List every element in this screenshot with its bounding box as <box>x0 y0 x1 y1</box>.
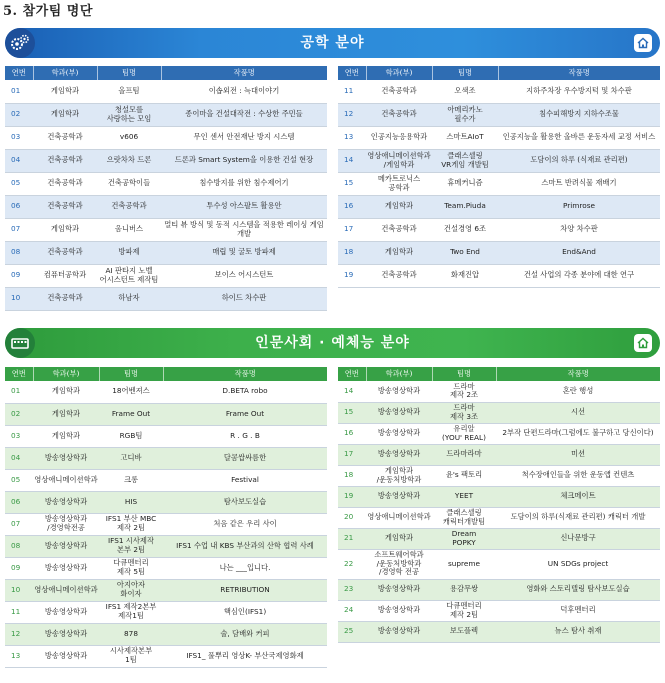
table-row <box>5 103 327 126</box>
work-title: 지하주차장 우수방지턱 및 차수판 <box>498 80 660 103</box>
work-title: 2부작 단편드라마(그럼에도 불구하고 당신이다) <box>496 423 660 444</box>
team-name: 클래스셀링 VR게임 개발팀 <box>432 149 498 172</box>
row-number: 14 <box>338 149 366 172</box>
department: 게임학과 <box>33 80 97 103</box>
table-row <box>5 218 327 241</box>
team-name: 878 <box>99 623 163 645</box>
work-title: Frame Out <box>163 403 327 425</box>
team-name: 휴메커니즘 <box>432 172 498 195</box>
department: 메카트로닉스 공학과 <box>366 172 432 195</box>
work-title: 탐사보도실습 <box>163 491 327 513</box>
department: 방송영상학과 <box>33 535 99 557</box>
column-header-department: 학과(부) <box>366 66 432 80</box>
team-name: v606 <box>97 126 161 149</box>
row-number: 01 <box>5 381 33 403</box>
row-number: 10 <box>5 579 33 601</box>
table-row <box>338 195 660 218</box>
team-name: 건축공학과 <box>97 195 161 218</box>
work-title: 스마트 반려식물 재배기 <box>498 172 660 195</box>
row-number: 22 <box>338 549 366 579</box>
table-row <box>338 218 660 241</box>
column-header-department: 학과(부) <box>33 66 97 80</box>
row-number: 21 <box>338 528 366 549</box>
table-row <box>5 513 327 535</box>
table-row <box>338 149 660 172</box>
table-row <box>338 423 660 444</box>
table-row <box>338 264 660 287</box>
team-name: 다큐멘터리 제작 5팀 <box>99 557 163 579</box>
department: 방송영상학과 <box>366 444 432 465</box>
work-title: 도담이의 하루(식재료 관리편) 캐릭터 개발 <box>496 507 660 528</box>
team-name: IFS1 제작2본부 제작1팀 <box>99 601 163 623</box>
table-row <box>338 579 660 600</box>
work-title: 핵심인(IFS1) <box>163 601 327 623</box>
department: 영상애니메이션학과 <box>33 469 99 491</box>
department: 게임학과 <box>33 403 99 425</box>
table-row <box>5 264 327 287</box>
team-name: YEET <box>432 486 496 507</box>
work-title: 척수장애인들을 위한 운동앱 컨텐츠 <box>496 465 660 486</box>
column-header-team-name: 팀명 <box>432 367 496 381</box>
department: 게임학과 <box>33 425 99 447</box>
team-name: 건설경영 6조 <box>432 218 498 241</box>
table-header-row <box>5 367 327 381</box>
work-title: 무인 센서 안전재난 방지 시스템 <box>161 126 327 149</box>
team-name: 화재진압 <box>432 264 498 287</box>
team-name: AI 판타지 노벨 어시스턴트 제작팀 <box>97 264 161 287</box>
work-title: IFS1_ 풀뿌리 영상K- 부산국제영화제 <box>163 645 327 667</box>
work-title: 건설 사업의 각종 분야에 대한 연구 <box>498 264 660 287</box>
row-number: 11 <box>5 601 33 623</box>
team-name: 드라마라마 <box>432 444 496 465</box>
table-header-row <box>5 66 327 80</box>
engineering-table-right <box>338 66 660 288</box>
team-name: 청설모를 사랑하는 모임 <box>97 103 161 126</box>
row-number: 08 <box>5 535 33 557</box>
work-title: 영화와 스토리텔링 탐사보도실습 <box>496 579 660 600</box>
row-number: 15 <box>338 402 366 423</box>
row-number: 16 <box>338 195 366 218</box>
work-title: 차양 차수판 <box>498 218 660 241</box>
column-header-work-title: 작품명 <box>163 367 327 381</box>
work-title: 나는 ___입니다. <box>163 557 327 579</box>
work-title: Festival <box>163 469 327 491</box>
work-title: 보이스 어시스턴트 <box>161 264 327 287</box>
table-row <box>338 444 660 465</box>
work-title: 처음 같은 우리 사이 <box>163 513 327 535</box>
team-name: 18어벤져스 <box>99 381 163 403</box>
table-row <box>338 486 660 507</box>
table-row <box>338 528 660 549</box>
table-row <box>5 425 327 447</box>
table-row <box>5 491 327 513</box>
department: 방송영상학과 <box>366 402 432 423</box>
team-name: Two End <box>432 241 498 264</box>
table-row <box>338 621 660 642</box>
department: 방송영상학과 <box>366 423 432 444</box>
table-row <box>5 535 327 557</box>
table-row <box>338 80 660 103</box>
table-row <box>5 149 327 172</box>
work-title: 종이마을 건설대작전 : 수상한 주민들 <box>161 103 327 126</box>
column-header-row-number: 연번 <box>5 367 33 381</box>
table-header-row <box>338 66 660 80</box>
team-name: HIS <box>99 491 163 513</box>
team-name: RGB팀 <box>99 425 163 447</box>
table-row <box>5 601 327 623</box>
table-row <box>338 126 660 149</box>
row-number: 24 <box>338 600 366 621</box>
engineering-banner <box>5 28 660 58</box>
department: 소프트웨어학과 /운동처방학과 /경영학 전공 <box>366 549 432 579</box>
department: 방송영상학과 <box>366 381 432 402</box>
column-header-work-title: 작품명 <box>496 367 660 381</box>
row-number: 07 <box>5 513 33 535</box>
department: 게임학과 /운동처방학과 <box>366 465 432 486</box>
work-title: 투수성 아스팔트 활용안 <box>161 195 327 218</box>
department: 방송영상학과 <box>366 600 432 621</box>
table-header-row <box>338 367 660 381</box>
work-title: 미션 <box>496 444 660 465</box>
row-number: 18 <box>338 465 366 486</box>
team-name: 아지아자 화이자 <box>99 579 163 601</box>
work-title: 침수피해방지 지하수조물 <box>498 103 660 126</box>
department: 방송영상학과 <box>33 557 99 579</box>
row-number: 04 <box>5 149 33 172</box>
department: 건축공학과 <box>33 287 97 310</box>
work-title: 인공지능을 활용한 올바른 운동자세 교정 서비스 <box>498 126 660 149</box>
team-name: Dream POPKY <box>432 528 496 549</box>
table-row <box>338 465 660 486</box>
department: 건축공학과 <box>33 195 97 218</box>
row-number: 23 <box>338 579 366 600</box>
row-number: 12 <box>338 103 366 126</box>
table-row <box>338 241 660 264</box>
work-title: 신나문방구 <box>496 528 660 549</box>
column-header-department: 학과(부) <box>366 367 432 381</box>
team-name: 고디바 <box>99 447 163 469</box>
work-title: R . G . B <box>163 425 327 447</box>
work-title: 매립 및 굴토 방파제 <box>161 241 327 264</box>
work-title: 체크메이트 <box>496 486 660 507</box>
department: 게임학과 <box>33 381 99 403</box>
department: 게임학과 <box>33 103 97 126</box>
row-number: 06 <box>5 491 33 513</box>
work-title: RETRIBUTION <box>163 579 327 601</box>
team-name: 유리알 (YOU' REAL) <box>432 423 496 444</box>
table-row <box>5 403 327 425</box>
team-name: 클래스셀링 캐릭터개발팀 <box>432 507 496 528</box>
row-number: 01 <box>5 80 33 103</box>
department: 건축공학과 <box>33 149 97 172</box>
row-number: 09 <box>5 264 33 287</box>
department: 건축공학과 <box>33 241 97 264</box>
team-name: IFS1 시사제작 본부 2팀 <box>99 535 163 557</box>
work-title: 덕후멘터리 <box>496 600 660 621</box>
team-name: 용감무쌍 <box>432 579 496 600</box>
humanities-table-left <box>5 367 327 668</box>
work-title: 시선 <box>496 402 660 423</box>
team-name: 보도플렉 <box>432 621 496 642</box>
row-number: 25 <box>338 621 366 642</box>
column-header-work-title: 작품명 <box>161 66 327 80</box>
work-title: D.BETA robo <box>163 381 327 403</box>
row-number: 10 <box>5 287 33 310</box>
row-number: 05 <box>5 469 33 491</box>
home-icon[interactable] <box>634 334 652 352</box>
table-row <box>338 172 660 195</box>
row-number: 20 <box>338 507 366 528</box>
team-name: 윤's 팩토리 <box>432 465 496 486</box>
row-number: 07 <box>5 218 33 241</box>
department: 컴퓨터공학과 <box>33 264 97 287</box>
row-number: 15 <box>338 172 366 195</box>
humanities-table-right <box>338 367 660 643</box>
team-name: 스마트AIoT <box>432 126 498 149</box>
department: 영상애니메이션학과 /게임학과 <box>366 149 432 172</box>
department: 인공지능응용학과 <box>366 126 432 149</box>
team-name: 시사제작본부 1팀 <box>99 645 163 667</box>
department: 방송영상학과 <box>33 447 99 469</box>
department: 건축공학과 <box>33 126 97 149</box>
row-number: 09 <box>5 557 33 579</box>
row-number: 03 <box>5 126 33 149</box>
table-row <box>5 447 327 469</box>
department: 건축공학과 <box>33 172 97 195</box>
page-title: 5. 참가팀 명단 <box>3 4 93 19</box>
team-name: IFS1 부산 MBC 제작 2팀 <box>99 513 163 535</box>
team-name: 다큐멘터리 제작 2팀 <box>432 600 496 621</box>
team-name: 옴니버스 <box>97 218 161 241</box>
row-number: 16 <box>338 423 366 444</box>
row-number: 02 <box>5 403 33 425</box>
row-number: 19 <box>338 264 366 287</box>
column-header-row-number: 연번 <box>338 367 366 381</box>
work-title: 술, 담배와 커피 <box>163 623 327 645</box>
work-title: 멀티 뷰 방식 및 동적 시스템을 적용한 레이싱 게임 개발 <box>161 218 327 241</box>
row-number: 11 <box>338 80 366 103</box>
row-number: 05 <box>5 172 33 195</box>
column-header-department: 학과(부) <box>33 367 99 381</box>
row-number: 12 <box>5 623 33 645</box>
row-number: 06 <box>5 195 33 218</box>
team-name: 아메리카노 필수가 <box>432 103 498 126</box>
humanities-banner <box>5 328 660 358</box>
work-title: 달콤쌉싸름한 <box>163 447 327 469</box>
table-row <box>5 381 327 403</box>
table-row <box>5 126 327 149</box>
department: 건축공학과 <box>366 264 432 287</box>
work-title: 뉴스 탐사 취재 <box>496 621 660 642</box>
row-number: 13 <box>338 126 366 149</box>
department: 게임학과 <box>366 528 432 549</box>
row-number: 08 <box>5 241 33 264</box>
team-name: 으랏차차 드론 <box>97 149 161 172</box>
work-title: 침수방지를 위한 침수제어기 <box>161 172 327 195</box>
work-title: 이솝외전 : 늑대이야기 <box>161 80 327 103</box>
team-name: 방파제 <box>97 241 161 264</box>
row-number: 14 <box>338 381 366 402</box>
table-row <box>5 623 327 645</box>
department: 방송영상학과 <box>366 486 432 507</box>
department: 방송영상학과 <box>33 623 99 645</box>
department: 방송영상학과 <box>33 491 99 513</box>
work-title: 혼란 행성 <box>496 381 660 402</box>
team-name: 드라마 제작 3조 <box>432 402 496 423</box>
team-name: 드라마 제작 2조 <box>432 381 496 402</box>
table-row <box>338 103 660 126</box>
work-title: Primrose <box>498 195 660 218</box>
department: 방송영상학과 <box>366 579 432 600</box>
team-name: 크롱 <box>99 469 163 491</box>
work-title: IFS1 수업 내 KBS 부산과의 산학 협력 사례 <box>163 535 327 557</box>
department: 건축공학과 <box>366 80 432 103</box>
table-row <box>5 469 327 491</box>
table-row <box>5 287 327 310</box>
humanities-title: 인문사회 · 예체능 분야 <box>255 335 410 351</box>
department: 방송영상학과 <box>366 621 432 642</box>
column-header-team-name: 팀명 <box>99 367 163 381</box>
work-title: 하이드 차수판 <box>161 287 327 310</box>
row-number: 19 <box>338 486 366 507</box>
column-header-work-title: 작품명 <box>498 66 660 80</box>
table-row <box>5 195 327 218</box>
team-name: 하남자 <box>97 287 161 310</box>
team-name: Frame Out <box>99 403 163 425</box>
row-number: 02 <box>5 103 33 126</box>
team-name: 오색조 <box>432 80 498 103</box>
team-name: 건축공학이들 <box>97 172 161 195</box>
engineering-table-left <box>5 66 327 311</box>
department: 게임학과 <box>33 218 97 241</box>
table-row <box>338 600 660 621</box>
work-title: UN SDGs project <box>496 549 660 579</box>
table-row <box>5 579 327 601</box>
column-header-row-number: 연번 <box>5 66 33 80</box>
column-header-team-name: 팀명 <box>432 66 498 80</box>
department: 방송영상학과 /경영학전공 <box>33 513 99 535</box>
department: 게임학과 <box>366 195 432 218</box>
table-row <box>5 241 327 264</box>
department: 게임학과 <box>366 241 432 264</box>
table-row <box>338 402 660 423</box>
table-row <box>5 80 327 103</box>
row-number: 04 <box>5 447 33 469</box>
department: 방송영상학과 <box>33 645 99 667</box>
work-title: 드론과 Smart System을 이용한 건설 현장 <box>161 149 327 172</box>
column-header-row-number: 연번 <box>338 66 366 80</box>
department: 건축공학과 <box>366 103 432 126</box>
table-row <box>5 645 327 667</box>
department: 건축공학과 <box>366 218 432 241</box>
table-row <box>338 381 660 402</box>
row-number: 03 <box>5 425 33 447</box>
table-row <box>5 172 327 195</box>
table-row <box>338 507 660 528</box>
department: 영상애니메이션학과 <box>366 507 432 528</box>
column-header-team-name: 팀명 <box>97 66 161 80</box>
row-number: 17 <box>338 218 366 241</box>
work-title: 도담이의 하루 (식재료 관리편) <box>498 149 660 172</box>
department: 영상애니메이션학과 <box>33 579 99 601</box>
department: 방송영상학과 <box>33 601 99 623</box>
table-row <box>338 549 660 579</box>
home-icon[interactable] <box>634 34 652 52</box>
team-name: Team.Piuda <box>432 195 498 218</box>
row-number: 17 <box>338 444 366 465</box>
work-title: End&And <box>498 241 660 264</box>
row-number: 18 <box>338 241 366 264</box>
table-row <box>5 557 327 579</box>
team-name: 올프팀 <box>97 80 161 103</box>
engineering-title: 공학 분야 <box>300 35 365 51</box>
team-name: supreme <box>432 549 496 579</box>
row-number: 13 <box>5 645 33 667</box>
